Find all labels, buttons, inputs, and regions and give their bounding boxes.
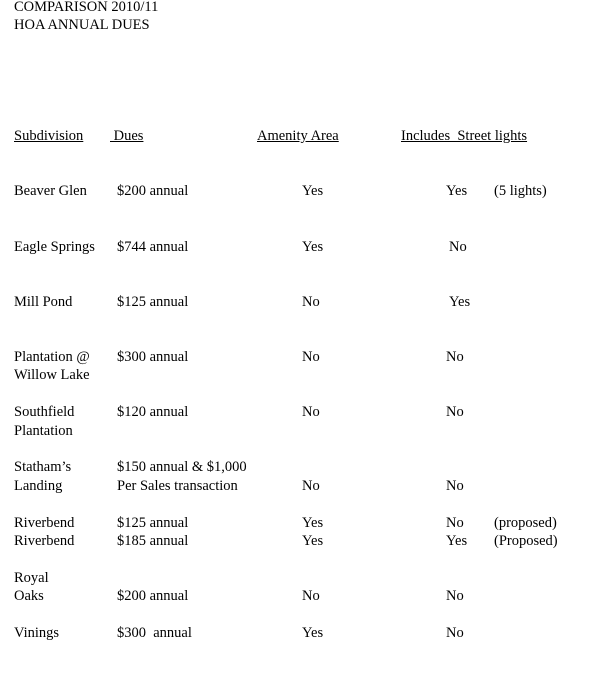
dues-value: $120 annual — [117, 404, 189, 420]
dues-value: $200 annual — [117, 588, 189, 604]
subdivision-name: Southfield — [14, 404, 75, 420]
streetlights-value: No — [446, 588, 464, 604]
dues-value: $185 annual — [117, 533, 189, 549]
amenity-value: No — [302, 349, 320, 365]
subdivision-name: Eagle Springs — [14, 239, 95, 255]
amenity-value: Yes — [302, 515, 324, 531]
subdivision-name: Riverbend — [14, 533, 75, 549]
doc-title-line-1: COMPARISON 2010/11 — [14, 0, 159, 15]
subdivision-name-line-2: Plantation — [14, 423, 73, 439]
dues-value: $300 annual — [117, 349, 189, 365]
header-subdivision: Subdivision — [14, 128, 84, 144]
header-street-lights: Includes Street lights — [401, 128, 528, 144]
streetlights-value: Yes — [446, 183, 468, 199]
streetlights-value: No — [446, 349, 464, 365]
header-amenity-area: Amenity Area — [257, 128, 339, 144]
subdivision-name: Riverbend — [14, 515, 75, 531]
amenity-value: No — [302, 478, 320, 494]
subdivision-name: Royal — [14, 570, 49, 586]
amenity-value: Yes — [302, 625, 324, 641]
streetlights-value: No — [446, 404, 464, 420]
subdivision-name-line-2: Willow Lake — [14, 367, 90, 383]
streetlights-note: (5 lights) — [494, 183, 547, 199]
subdivision-name: Beaver Glen — [14, 183, 87, 199]
header-dues: Dues — [110, 128, 144, 144]
subdivision-name: Plantation @ — [14, 349, 90, 365]
subdivision-name-line-2: Landing — [14, 478, 63, 494]
streetlights-value: Yes — [449, 294, 471, 310]
subdivision-name-line-2: Oaks — [14, 588, 44, 604]
subdivision-name: Vinings — [14, 625, 60, 641]
dues-value-line-2: Per Sales transaction — [117, 478, 238, 494]
amenity-value: No — [302, 404, 320, 420]
amenity-value: No — [302, 294, 320, 310]
streetlights-value: Yes — [446, 533, 468, 549]
dues-value: $744 annual — [117, 239, 189, 255]
dues-value: $150 annual & $1,000 — [117, 459, 247, 475]
subdivision-name: Mill Pond — [14, 294, 73, 310]
dues-value: $125 annual — [117, 294, 189, 310]
doc-title-line-2: HOA ANNUAL DUES — [14, 17, 150, 33]
dues-value: $200 annual — [117, 183, 189, 199]
amenity-value: Yes — [302, 239, 324, 255]
dues-value: $300 annual — [117, 625, 192, 641]
streetlights-value: No — [446, 515, 464, 531]
subdivision-name: Statham’s — [14, 459, 72, 475]
streetlights-value: No — [446, 625, 464, 641]
streetlights-note: (Proposed) — [494, 533, 558, 549]
dues-value: $125 annual — [117, 515, 189, 531]
streetlights-value: No — [446, 478, 464, 494]
amenity-value: Yes — [302, 533, 324, 549]
amenity-value: Yes — [302, 183, 324, 199]
streetlights-note: (proposed) — [494, 515, 557, 531]
amenity-value: No — [302, 588, 320, 604]
streetlights-value: No — [449, 239, 467, 255]
